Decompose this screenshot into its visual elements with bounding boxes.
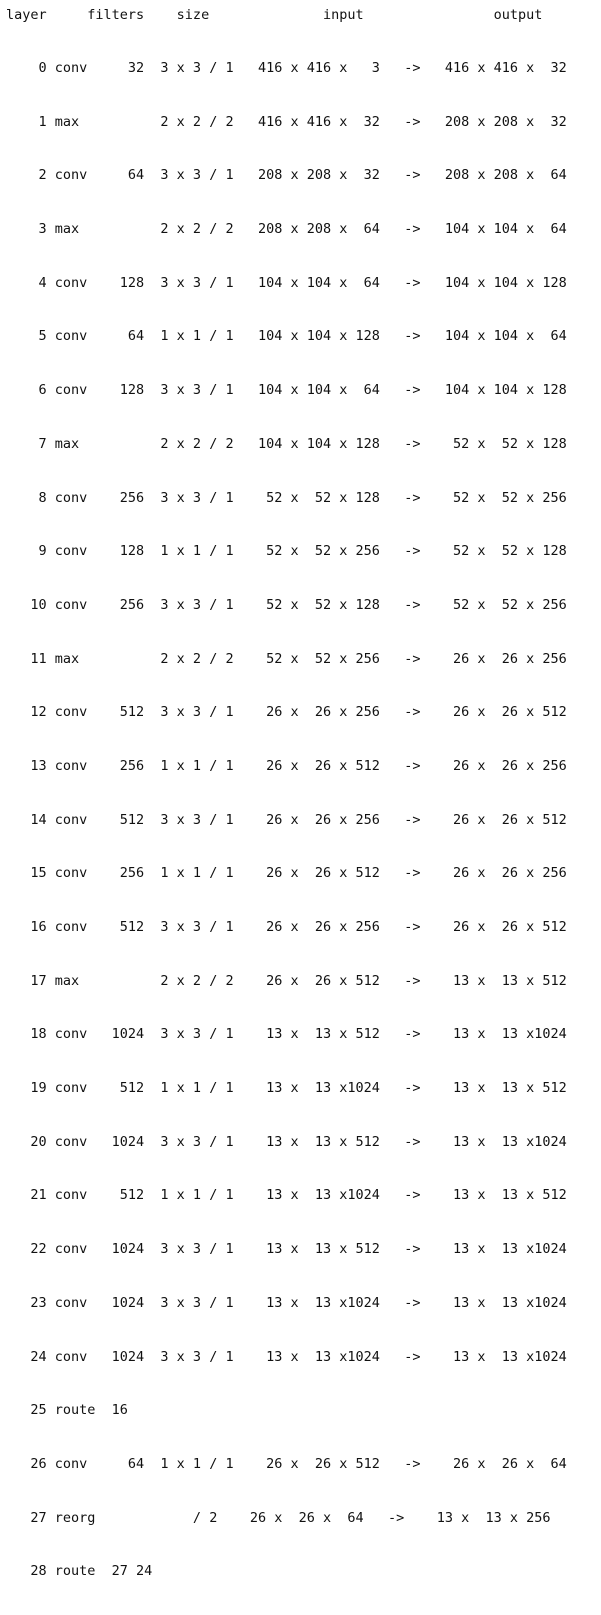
layer-row: 17 max 2 x 2 / 2 26 x 26 x 512 -> 13 x 13 x 512 xyxy=(6,972,567,989)
layer-row: 16 conv 512 3 x 3 / 1 26 x 26 x 256 -> 26 x 26 x 512 xyxy=(6,919,567,935)
layer-row: 5 conv 64 1 x 1 / 1 104 x 104 x 128 -> 104 x 104 x 64 xyxy=(6,328,567,345)
layer-row: 24 conv 1024 3 x 3 / 1 13 x 13 x1024 -> 13 x 13 x1024 xyxy=(6,1348,567,1365)
column-header: layer filters size input output xyxy=(6,7,543,23)
layer-row: 14 conv 512 3 x 3 / 1 26 x 26 x 256 -> 26 x 26 x 512 xyxy=(6,811,567,828)
layer-row: 23 conv 1024 3 x 3 / 1 13 x 13 x1024 -> 13 x 13 x1024 xyxy=(6,1294,567,1311)
layer-row: 6 conv 128 3 x 3 / 1 104 x 104 x 64 -> 104 x 104 x 128 xyxy=(6,382,567,399)
layer-row: 15 conv 256 1 x 1 / 1 26 x 26 x 512 -> 26 x 26 x 256 xyxy=(6,865,567,882)
layer-list xyxy=(6,26,567,1615)
layer-row: 20 conv 1024 3 x 3 / 1 13 x 13 x 512 -> 13 x 13 x1024 xyxy=(6,1133,567,1150)
layer-row: 18 conv 1024 3 x 3 / 1 13 x 13 x 512 -> 13 x 13 x1024 xyxy=(6,1026,567,1043)
layer-row: 22 conv 1024 3 x 3 / 1 13 x 13 x 512 -> 13 x 13 x1024 xyxy=(6,1241,567,1258)
layer-row: 1 max 2 x 2 / 2 416 x 416 x 32 -> 208 x 208 x 32 xyxy=(6,113,567,130)
layer-row: 26 conv 64 1 x 1 / 1 26 x 26 x 512 -> 26 x 26 x 64 xyxy=(6,1455,567,1472)
layer-row: 21 conv 512 1 x 1 / 1 13 x 13 x1024 -> 13 x 13 x 512 xyxy=(6,1187,567,1204)
layer-row: 10 conv 256 3 x 3 / 1 52 x 52 x 128 -> 52 x 52 x 256 xyxy=(6,596,567,613)
layer-row: 27 reorg / 2 26 x 26 x 64 -> 13 x 13 x 256 xyxy=(6,1509,551,1526)
layer-row: 19 conv 512 1 x 1 / 1 13 x 13 x1024 -> 13 x 13 x 512 xyxy=(6,1080,567,1097)
layer-row: 25 route 16 xyxy=(6,1402,128,1419)
layer-row: 8 conv 256 3 x 3 / 1 52 x 52 x 128 -> 52 x 52 x 256 xyxy=(6,489,567,506)
layer-row: 4 conv 128 3 x 3 / 1 104 x 104 x 64 -> 104 x 104 x 128 xyxy=(6,274,567,291)
layer-row: 12 conv 512 3 x 3 / 1 26 x 26 x 256 -> 26 x 26 x 512 xyxy=(6,704,567,721)
layer-row: 13 conv 256 1 x 1 / 1 26 x 26 x 512 -> 26 x 26 x 256 xyxy=(6,757,567,774)
layer-row: 3 max 2 x 2 / 2 208 x 208 x 64 -> 104 x 104 x 64 xyxy=(6,221,567,238)
layer-row: 9 conv 128 1 x 1 / 1 52 x 52 x 256 -> 52 x 52 x 128 xyxy=(6,543,567,560)
layer-row: 28 route 27 24 xyxy=(6,1563,153,1580)
layer-row: 7 max 2 x 2 / 2 104 x 104 x 128 -> 52 x 52 x 128 xyxy=(6,435,567,452)
layer-row: 11 max 2 x 2 / 2 52 x 52 x 256 -> 26 x 26 x 256 xyxy=(6,650,567,667)
layer-row: 0 conv 32 3 x 3 / 1 416 x 416 x 3 -> 416 x 416 x 32 xyxy=(6,60,567,76)
layer-row: 2 conv 64 3 x 3 / 1 208 x 208 x 32 -> 208 x 208 x 64 xyxy=(6,167,567,184)
